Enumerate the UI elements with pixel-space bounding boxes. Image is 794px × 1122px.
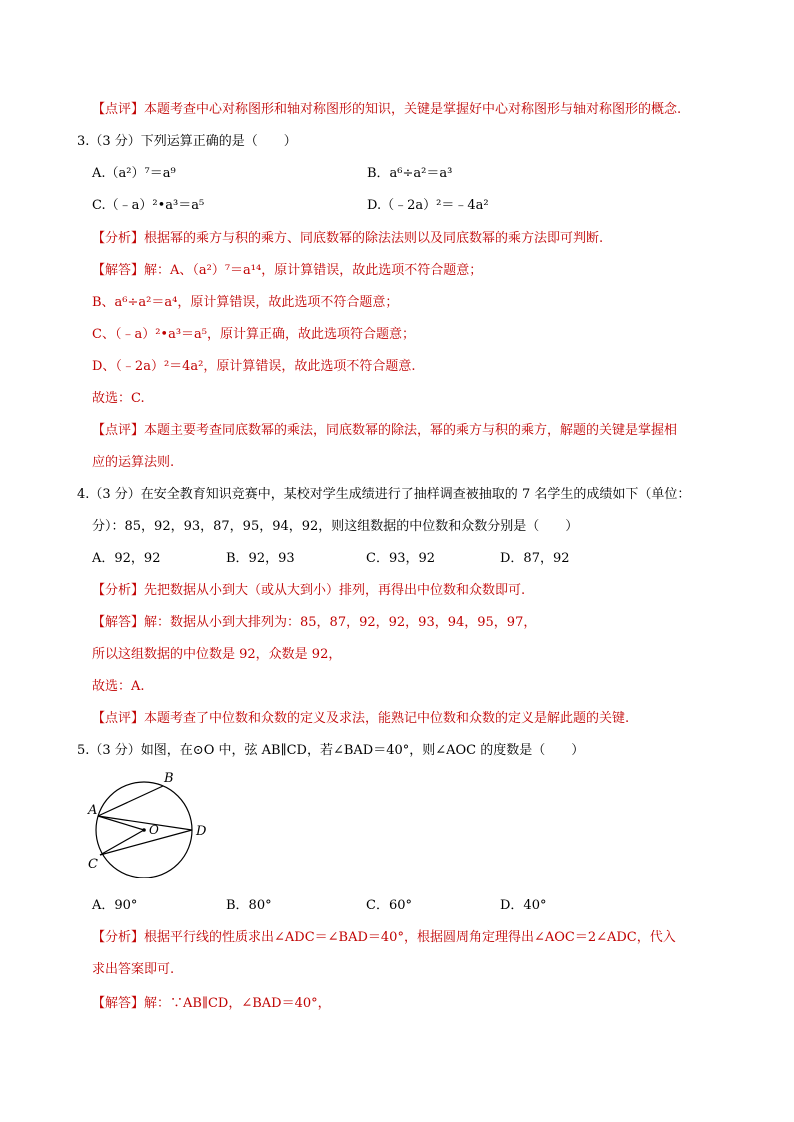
radius-oc [100,830,144,855]
q3-option-d: D.（﹣2a）²＝﹣4a² [367,198,489,213]
q5-stem: 5.（3 分）如图，在⊙O 中，弦 AB∥CD，若∠BAD＝40°，则∠AOC 的度数是（ ） [77,743,585,758]
q3-option-b: B．a⁶÷a²＝a³ [367,166,453,181]
q3-answer-line1: 【解答】解：A、（a²）⁷＝a¹⁴，原计算错误，故此选项不符合题意； [92,263,483,278]
q4-option-d: D．87，92 [500,551,570,566]
q5-analysis-line2: 求出答案即可. [92,962,175,977]
chord-cd [100,830,192,855]
q3-stem: 3.（3 分）下列运算正确的是（ ） [77,134,297,149]
q4-review: 【点评】本题考查了中位数和众数的定义及求法，能熟记中位数和众数的定义是解此题的关键. [92,711,630,726]
q4-answer-line1: 【解答】解：数据从小到大排列为：85，87，92，92，93，94，95，97， [92,615,537,630]
q3-review-line1: 【点评】本题主要考查同底数幂的乘法，同底数幂的除法，幂的乘方与积的乘方，解题的关键是掌握相 [92,423,678,438]
q2-review: 【点评】本题考查中心对称图形和轴对称图形的知识，关键是掌握好中心对称图形与轴对称图形的概念. [92,102,682,117]
q5-option-b: B．80° [226,898,272,913]
label-d: D [196,824,207,839]
q5-answer-line1: 【解答】解：∵AB∥CD，∠BAD＝40°， [92,996,331,1011]
q3-choice: 故选：C. [92,391,145,406]
q3-answer-line3: C、（﹣a）²•a³＝a⁵，原计算正确，故此选项符合题意； [92,327,416,342]
q3-analysis: 【分析】根据幂的乘方与积的乘方、同底数幂的除法法则以及同底数幂的乘方法即可判断. [92,231,604,246]
radius-oa [98,816,144,830]
q4-answer-line2: 所以这组数据的中位数是 92，众数是 92， [92,647,342,662]
q3-option-a: A.（a²）⁷＝a⁹ [92,166,176,181]
q4-option-c: C．93，92 [366,551,436,566]
circle-figure [82,768,222,878]
label-b: B [164,771,174,786]
q5-option-c: C．60° [366,898,412,913]
chord-ab [98,786,163,816]
q4-analysis: 【分析】先把数据从小到大（或从大到小）排列，再得出中位数和众数即可. [92,583,526,598]
chord-ad [98,816,192,830]
q4-stem-line2: 分）：85，92，93，87，95，94，92，则这组数据的中位数和众数分别是（ ） [92,519,579,534]
q3-option-c: C.（﹣a）²•a³＝a⁵ [92,198,205,213]
label-o: O [149,823,159,837]
q4-option-a: A．92，92 [92,551,161,566]
label-a: A [88,803,98,818]
q5-option-a: A．90° [92,898,138,913]
label-c: C [88,857,98,872]
q4-stem-line1: 4.（3 分）在安全教育知识竞赛中，某校对学生成绩进行了抽样调查被抽取的 7 名学生的成绩如下（单位： [77,487,691,502]
q5-option-d: D．40° [500,898,547,913]
q3-answer-line2: B、a⁶÷a²＝a⁴，原计算错误，故此选项不符合题意； [92,295,399,310]
center-point [142,828,146,832]
q5-analysis-line1: 【分析】根据平行线的性质求出∠ADC＝∠BAD＝40°，根据圆周角定理得出∠AOC＝2∠ADC，代入 [92,930,676,945]
q4-choice: 故选：A. [92,679,145,694]
q3-answer-line4: D、（﹣2a）²＝4a²，原计算错误，故此选项不符合题意. [92,359,416,374]
q3-review-line2: 应的运算法则. [92,455,175,470]
q4-option-b: B．92，93 [226,551,295,566]
